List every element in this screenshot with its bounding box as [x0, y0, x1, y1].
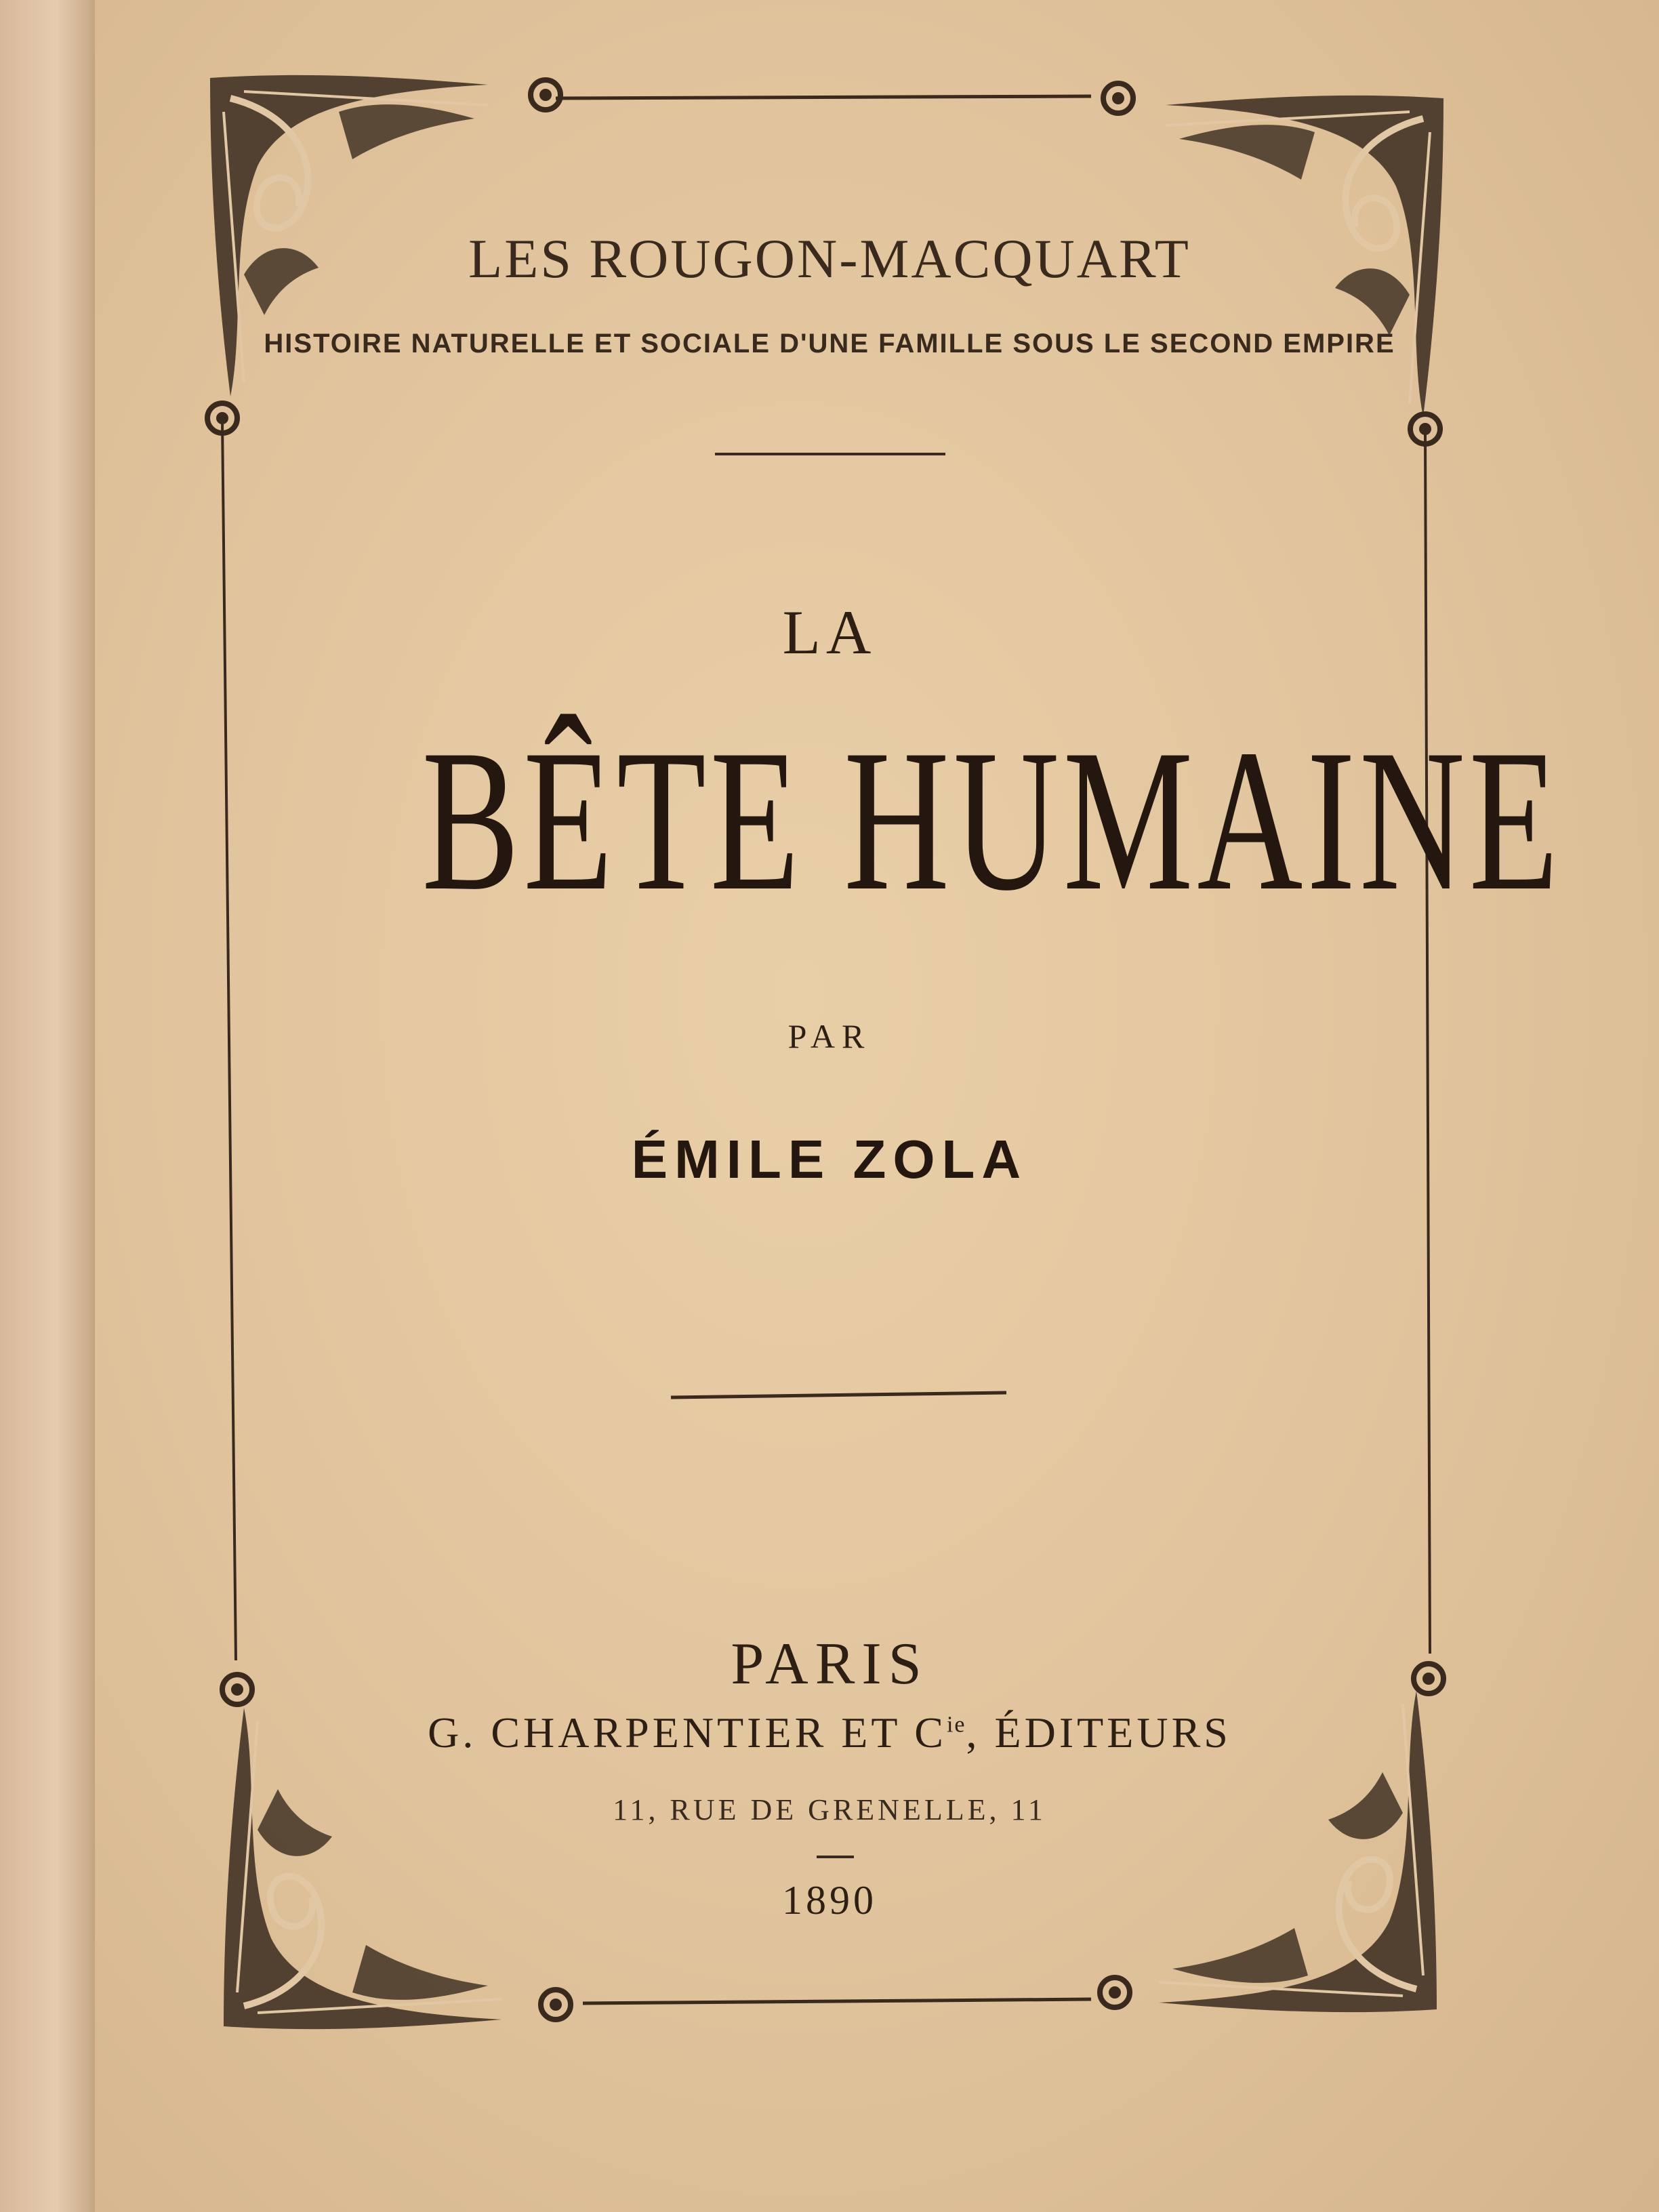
author-name: ÉMILE ZOLA — [631, 1129, 1028, 1189]
publication-year: 1890 — [782, 1878, 877, 1923]
by-line: PAR — [787, 1017, 872, 1055]
publisher-role: , ÉDITEURS — [966, 1708, 1231, 1757]
series-title: LES ROUGON-MACQUART — [468, 228, 1191, 289]
title-article: LA — [782, 598, 877, 667]
publication-city: PARIS — [731, 1631, 928, 1697]
series-subtitle: HISTOIRE NATURELLE ET SOCIALE D'UNE FAMILLE SOUS LE SECOND EMPIRE — [264, 329, 1395, 359]
publisher-address: 11, RUE DE GRENELLE, 11 — [613, 1793, 1046, 1826]
publisher-name: G. CHARPENTIER ET C — [428, 1708, 947, 1757]
publisher-line — [0, 1708, 1659, 1758]
book-title: BÊTE HUMAINE — [422, 708, 1563, 933]
publisher-superscript: ie — [946, 1712, 966, 1738]
